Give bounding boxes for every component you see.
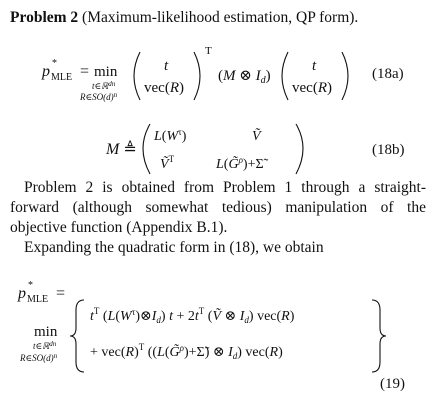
problem-title: (Maximum-likelihood estimation, QP form). [82, 9, 359, 26]
eq18a-min: min [94, 64, 118, 80]
eq18b-m11: $L(W^\tau)$ [154, 127, 187, 144]
eq18b-m22: L(G̃$^\rho$)+Σ̃ [216, 155, 264, 172]
eq18b-right-paren [296, 124, 303, 174]
paragraph-1: Problem 2 is obtained from Problem 1 through a straight-forward (although somewhat tedious) manipulation of the objective function (Appendix B.1). [10, 179, 426, 236]
eq18b-number: (18b) [372, 142, 405, 158]
problem-label: Problem 2 [10, 9, 79, 26]
eq18a-right-paren-2 [342, 52, 348, 100]
problem-heading [10, 10, 358, 26]
eq19-left-brace [70, 300, 84, 372]
eq18b-left-paren [143, 124, 150, 174]
eq19-sub2: $R\in SO(d)^n$ [20, 352, 58, 363]
eq18b-m21: Ṽ$^T$ [160, 154, 175, 172]
eq18b-m12: Ṽ [252, 129, 261, 144]
eq18a-sub2: $R\in SO(d)^n$ [80, 91, 118, 102]
eq19-number: (19) [380, 376, 405, 392]
eq19-lhs-star: * [28, 280, 33, 291]
eq18a-vec-bottom-2: vec(R) [292, 80, 332, 96]
eq18a-lhs-sub: MLE [51, 72, 73, 83]
eq18a-middle: (M ⊗ $I_d$) [218, 68, 271, 86]
eq18a-vec-bottom-1: vec(R) [144, 80, 184, 96]
eq19-row1: $t^T$ $(L(W^\tau)\otimes I_d) t + 2t^T$ (Ṽ ⊗ $I_d$) vec(R) [90, 306, 295, 325]
eq19-sub1: t∈ℝ$^{dn}$ [33, 340, 57, 351]
eq18a-vec-top-2: t [312, 58, 317, 74]
eq18a-left-paren-1 [134, 52, 140, 100]
eq18a-sub1: t∈ℝ$^{dn}$ [92, 80, 116, 91]
eq18a-transpose: T [205, 45, 212, 57]
paragraph-2: Expanding the quadratic form in (18), we obtain [24, 239, 324, 256]
eq18a-lhs-p: p [42, 63, 50, 80]
eq19-row2: + $vec(R)^T$ ((L(G̃$^\rho$)+Σ̃) ⊗ $I_d$) vec(R) [90, 342, 283, 361]
eq18a-left-paren-2 [282, 52, 288, 100]
eq19-right-brace [372, 300, 386, 372]
eq18a-number: (18a) [372, 66, 404, 82]
eq18a-eq-sign: = [80, 63, 90, 80]
equation-19-svg [0, 264, 437, 399]
eq19-min: min [34, 324, 58, 340]
eq18b-lhs: M ≜ [106, 141, 137, 158]
eq19-lhs-p: p [18, 285, 26, 302]
eq19-eq-sign: = [56, 285, 66, 302]
eq18a-lhs-star: * [52, 58, 57, 69]
eq19-lhs-sub: MLE [27, 294, 49, 305]
eq18a-vec-top-1: t [164, 58, 169, 74]
eq18a-right-paren-1 [194, 52, 200, 100]
